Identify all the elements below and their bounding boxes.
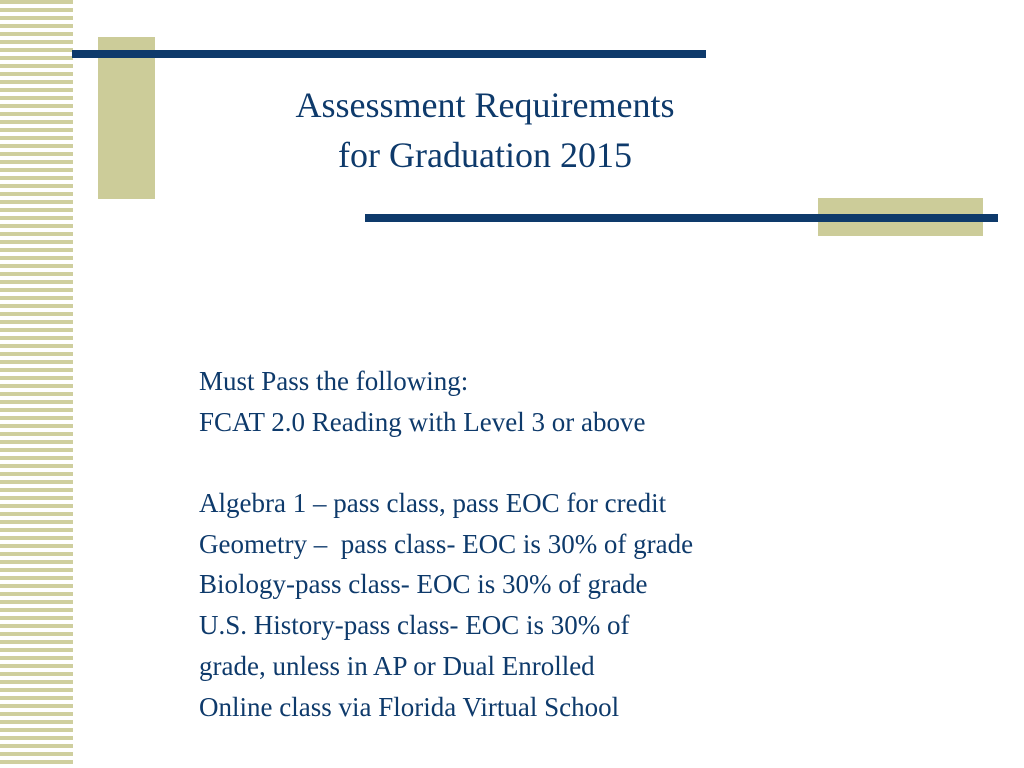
content-fcat-requirement: FCAT 2.0 Reading with Level 3 or above	[199, 406, 646, 437]
slide-title	[200, 80, 770, 180]
content-history-requirement-line-2: grade, unless in AP or Dual Enrolled	[199, 650, 595, 681]
decorative-navy-line-top	[72, 50, 706, 58]
content-history-requirement-line-1: U.S. History-pass class- EOC is 30% of	[199, 610, 630, 641]
content-spacer	[199, 442, 899, 483]
slide-content	[199, 361, 899, 727]
content-intro: Must Pass the following:	[199, 366, 469, 396]
slide-title-line-1: Assessment Requirements	[295, 85, 675, 125]
decorative-stripe-band	[0, 0, 73, 768]
content-geometry-requirement: Geometry – pass class- EOC is 30% of grade	[199, 528, 694, 559]
content-online-class: Online class via Florida Virtual School	[199, 691, 620, 722]
content-algebra-requirement: Algebra 1 – pass class, pass EOC for credit	[199, 488, 667, 519]
content-biology-requirement: Biology-pass class- EOC is 30% of grade	[199, 569, 648, 600]
slide-title-line-2: for Graduation 2015	[338, 135, 632, 175]
decorative-navy-line-bottom	[365, 214, 998, 222]
decorative-olive-block-top	[98, 37, 155, 199]
